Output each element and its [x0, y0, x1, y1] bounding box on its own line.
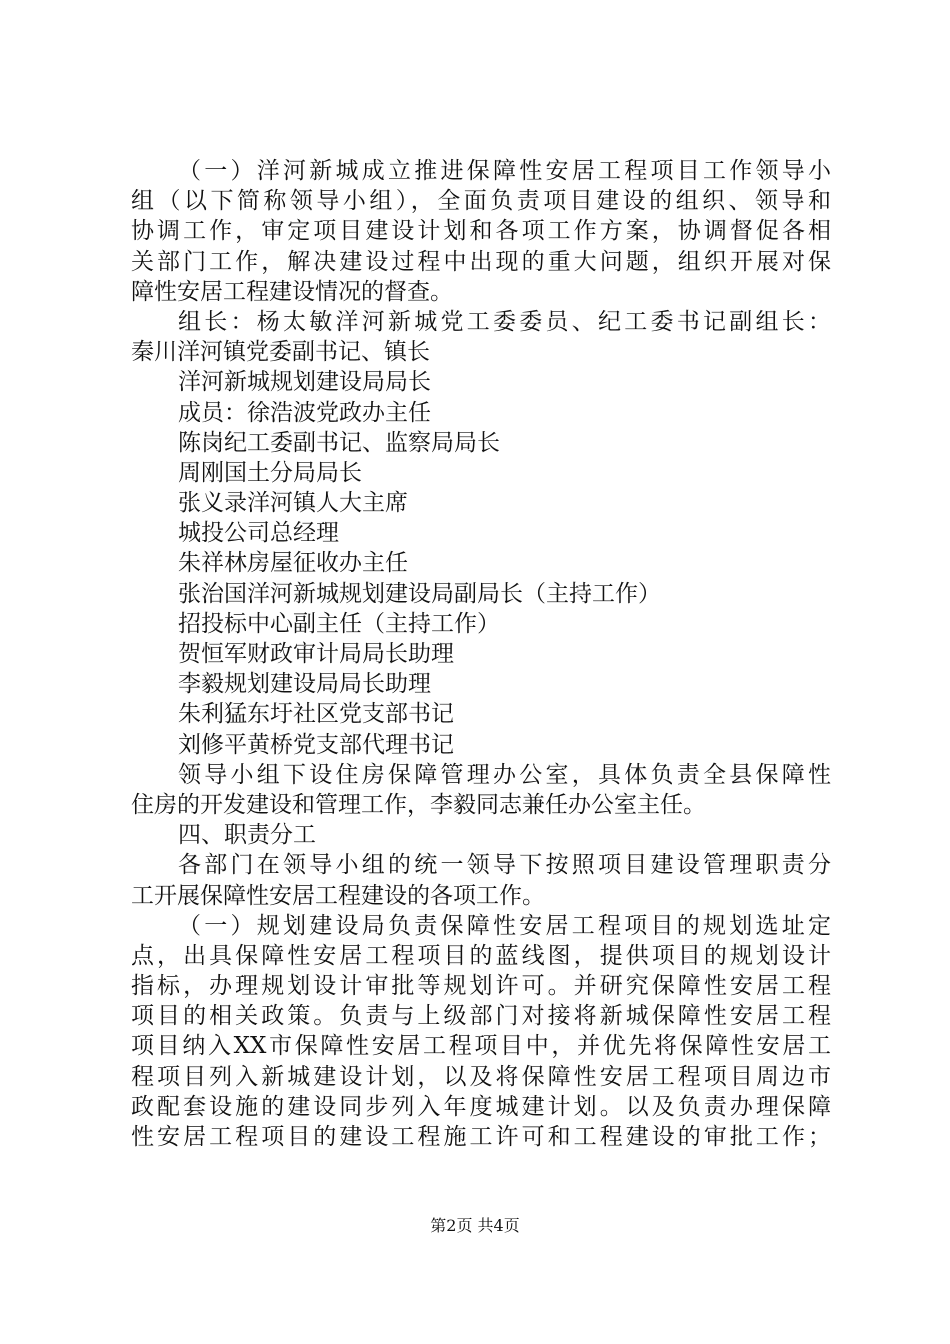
member-line: 张治国洋河新城规划建设局副局长（主持工作）	[178, 580, 661, 607]
paragraph-line: 项目纳入XX市保障性安居工程项目中，并优先将保障性安居工	[131, 1033, 831, 1060]
member-line: 陈岗纪工委副书记、监察局局长	[178, 429, 500, 456]
paragraph-line: 住房的开发建设和管理工作，李毅同志兼任办公室主任。	[131, 791, 706, 818]
page-number-label: 第2页 共4页	[430, 1216, 520, 1235]
paragraph-line: 性安居工程项目的建设工程施工许可和工程建设的审批工作；	[131, 1124, 831, 1150]
document-body	[131, 156, 831, 1152]
paragraph-line: 关部门工作，解决建设过程中出现的重大问题，组织开展对保	[131, 248, 831, 275]
paragraph-line: 政配套设施的建设同步列入年度城建计划。以及负责办理保障	[131, 1093, 831, 1120]
paragraph-line: 领导小组下设住房保障管理办公室，具体负责全县保障性	[178, 761, 831, 788]
section-heading: 四、职责分工	[178, 822, 316, 849]
member-line: 刘修平黄桥党支部代理书记	[178, 731, 454, 758]
paragraph-line: 组（以下简称领导小组），全面负责项目建设的组织、领导和	[131, 188, 831, 215]
paragraph-line: 秦川洋河镇党委副书记、镇长	[131, 339, 430, 366]
paragraph-line: 工开展保障性安居工程建设的各项工作。	[131, 882, 545, 909]
member-line: 朱祥林房屋征收办主任	[178, 550, 408, 577]
paragraph-line: （一）洋河新城成立推进保障性安居工程项目工作领导小	[178, 158, 831, 184]
paragraph-line: 各部门在领导小组的统一领导下按照项目建设管理职责分	[178, 852, 831, 879]
member-line: 城投公司总经理	[178, 520, 339, 547]
member-line: 朱利猛东圩社区党支部书记	[178, 701, 454, 728]
paragraph-line: 项目的相关政策。负责与上级部门对接将新城保障性安居工程	[131, 1003, 831, 1030]
member-line: 周刚国土分局局长	[178, 459, 362, 486]
member-line: 李毅规划建设局局长助理	[178, 671, 431, 698]
paragraph-line: 组长：杨太敏洋河新城党工委委员、纪工委书记副组长：	[178, 308, 831, 335]
paragraph-line: （一）规划建设局负责保障性安居工程项目的规划选址定	[178, 912, 831, 939]
member-line: 成员：徐浩波党政办主任	[178, 399, 431, 426]
paragraph-line: 点，出具保障性安居工程项目的蓝线图，提供项目的规划设计	[131, 942, 831, 969]
paragraph-line: 障性安居工程建设情况的督查。	[131, 278, 453, 305]
paragraph-line: 程项目列入新城建设计划，以及将保障性安居工程项目周边市	[131, 1063, 831, 1090]
member-line: 张义录洋河镇人大主席	[178, 490, 408, 517]
member-line: 洋河新城规划建设局局长	[178, 369, 431, 396]
page-footer	[0, 1214, 950, 1238]
member-line: 贺恒军财政审计局局长助理	[178, 641, 454, 667]
paragraph-line: 指标，办理规划设计审批等规划许可。并研究保障性安居工程	[131, 973, 831, 1000]
paragraph-line: 协调工作，审定项目建设计划和各项工作方案，协调督促各相	[131, 218, 831, 245]
member-line: 招投标中心副主任（主持工作）	[178, 610, 500, 637]
